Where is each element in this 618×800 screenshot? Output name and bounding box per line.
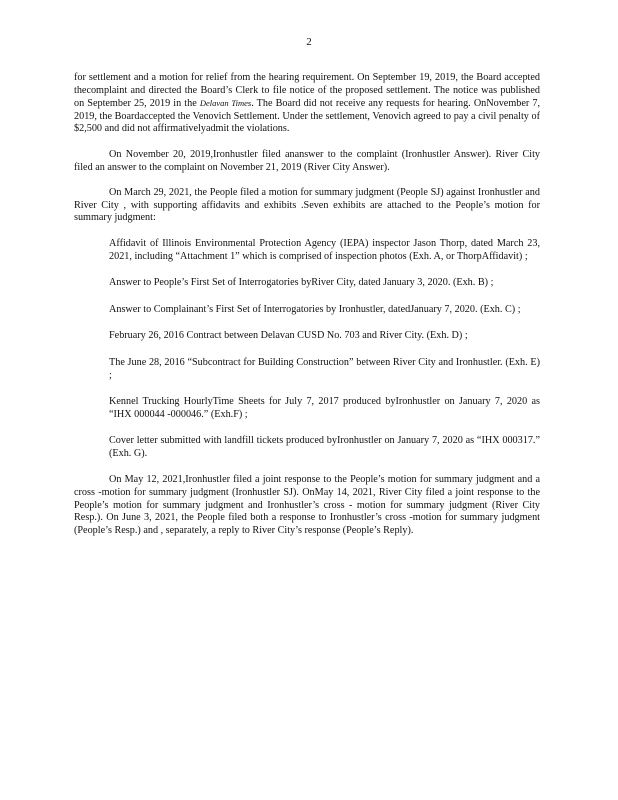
newspaper-name: Delavan Times: [199, 98, 252, 109]
paragraph-answers: On November 20, 2019,Ironhustler filed ananswer to the complaint (Ironhustler Answer). River City filed an answer to the complaint on November 21, 2019 (River City Answer).: [74, 148, 540, 173]
exhibit-item-b: Answer to People’s First Set of Interrogatories byRiver City, dated January 3, 2020. (Exh. B) ;: [109, 277, 494, 289]
paragraph-settlement-part-1: for settlement and a motion for relief from the hearing requirement. On September 19, 2019, the Board accepted thecomplaint and directed the Board’s Clerk to file notice of the proposed settlement. The notice was published on September 25, 2019 in the: [74, 72, 540, 110]
exhibit-item-a: Affidavit of Illinois Environmental Protection Agency (IEPA) inspector Jason Thorp, dated March 23, 2021, including “Attachment 1” which is comprised of inspection photos (Exh. A, or ThorpAffidavit) ;: [109, 237, 540, 262]
exhibit-list: [109, 238, 540, 461]
exhibit-item-c: Answer to Complainant’s First Set of Interrogatories by Ironhustler, datedJanuary 7, 2020. (Exh. C) ;: [109, 303, 521, 315]
paragraph-responses: On May 12, 2021,Ironhustler filed a joint response to the People’s motion for summary judgment and a cross -motion for summary judgment (Ironhustler SJ). OnMay 14, 2021, River City filed a joint response to the People’s motion for summary judgment and Ironhustler’s cross - motion for summary judgment (River City Resp.). On June 3, 2021, the People filed both a response to Ironhustler’s cross -motion for summary judgment (People’s Resp.) and , separately, a reply to River City’s response (People’s Reply).: [74, 474, 540, 536]
document-body: [74, 72, 540, 550]
paragraph-summary-judgment-motion: On March 29, 2021, the People filed a motion for summary judgment (People SJ) against Ironhustler and River City , with supporting affidavits and exhibits .Seven exhibits are attached to the People’s motion for summary judgment:: [74, 187, 540, 224]
paragraph-settlement-part-2: . The Board did not receive any requests for hearing. OnNovember 7, 2019, the Boardaccepted the Venovich Settlement. Under the settlement, Venovich agreed to pay a civil penalty of $2,500 and did not affirmativelyadmit the violations.: [74, 98, 541, 135]
exhibit-item-d: February 26, 2016 Contract between Delavan CUSD No. 703 and River City. (Exh. D) ;: [109, 330, 468, 342]
exhibit-item-g: Cover letter submitted with landfill tickets produced byIronhustler on January 7, 2020 as “IHX 000317.” (Exh. G).: [109, 435, 540, 459]
paragraph-settlement: [74, 72, 540, 136]
exhibit-item-f: Kennel Trucking HourlyTime Sheets for July 7, 2017 produced byIronhustler on January 7, 2020 as “IHX 000044 -000046.” (Exh.F) ;: [109, 396, 540, 420]
exhibit-item-e: The June 28, 2016 “Subcontract for Building Construction” between River City and Ironhustler. (Exh. E) ;: [109, 356, 540, 381]
page-number: 2: [306, 36, 312, 48]
